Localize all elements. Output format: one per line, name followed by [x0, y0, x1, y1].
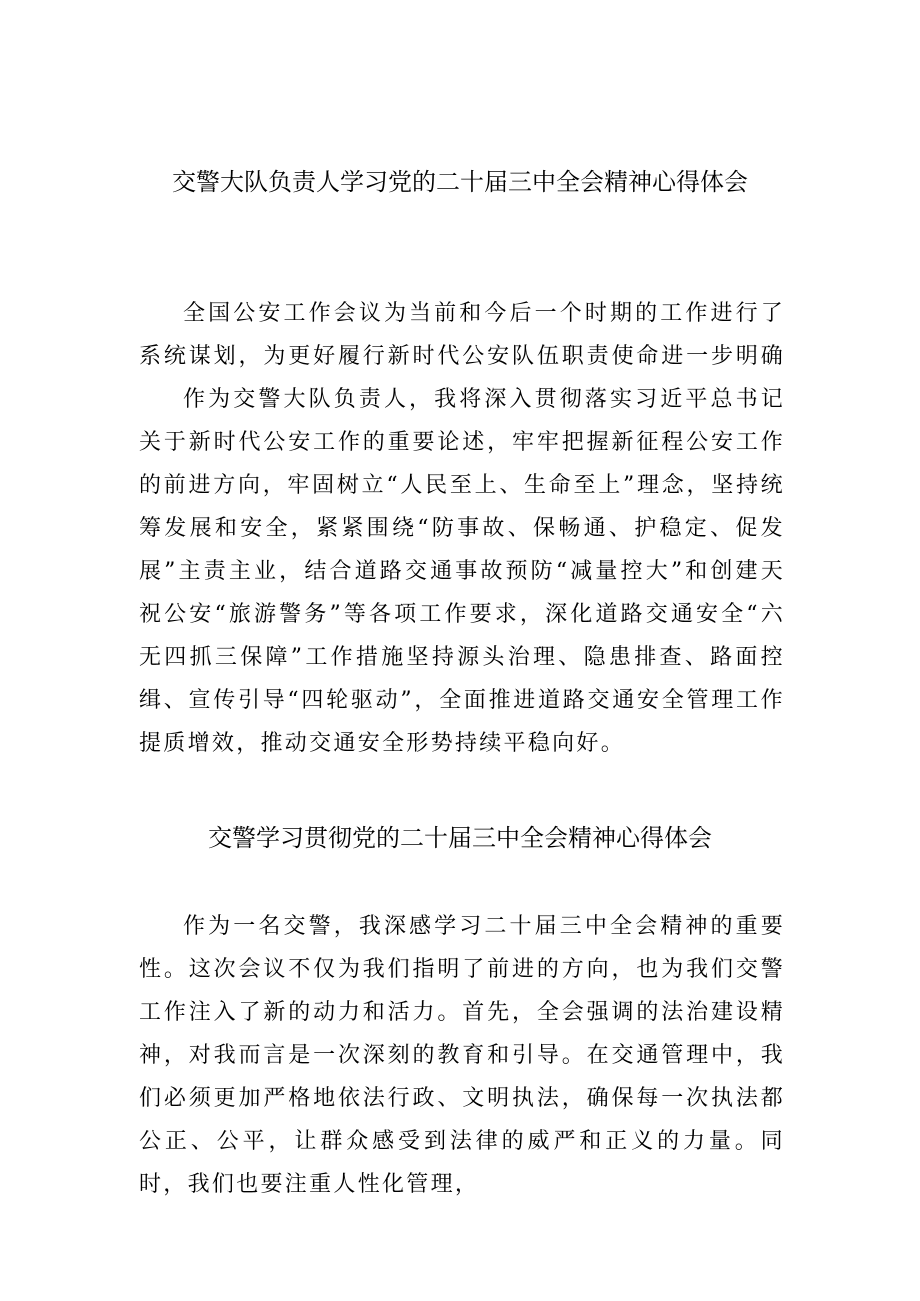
section-1-title: 交警大队负责人学习党的二十届三中全会精神心得体会 [172, 168, 748, 196]
section-2-paragraph-1: 作为一名交警，我深感学习二十届三中全会精神的重要性。这次会议不仅为我们指明了前进的方向，也为我们交警工作注入了新的动力和活力。首先，全会强调的法治建设精神，对我而言是一次深刻的教育和引导。在交通管理中，我们必须更加严格地依法行政、文明执法，确保每一次执法都公正、公平，让群众感受到法律的威严和正义的力量。同时，我们也要注重人性化管理， [139, 914, 785, 1197]
section-1-paragraph-1: 全国公安工作会议为当前和今后一个时期的工作进行了系统谋划，为更好履行新时代公安队伍职责使命进一步明确 [139, 301, 785, 369]
section-2-title: 交警学习贯彻党的二十届三中全会精神心得体会 [208, 824, 712, 852]
section-1-paragraph-2: 作为交警大队负责人，我将深入贯彻落实习近平总书记关于新时代公安工作的重要论述，牢牢把握新征程公安工作的前进方向，牢固树立“人民至上、生命至上”理念，坚持统筹发展和安全，紧紧围绕“防事故、保畅通、护稳定、促发展”主责主业，结合道路交通事故预防“减量控大”和创建天祝公安“旅游警务”等各项工作要求，深化道路交通安全“六无四抓三保障”工作措施坚持源头治理、隐患排查、路面控缉、宣传引导“四轮驱动”，全面推进道路交通安全管理工作提质增效，推动交通安全形势持续平稳向好。 [139, 387, 785, 756]
